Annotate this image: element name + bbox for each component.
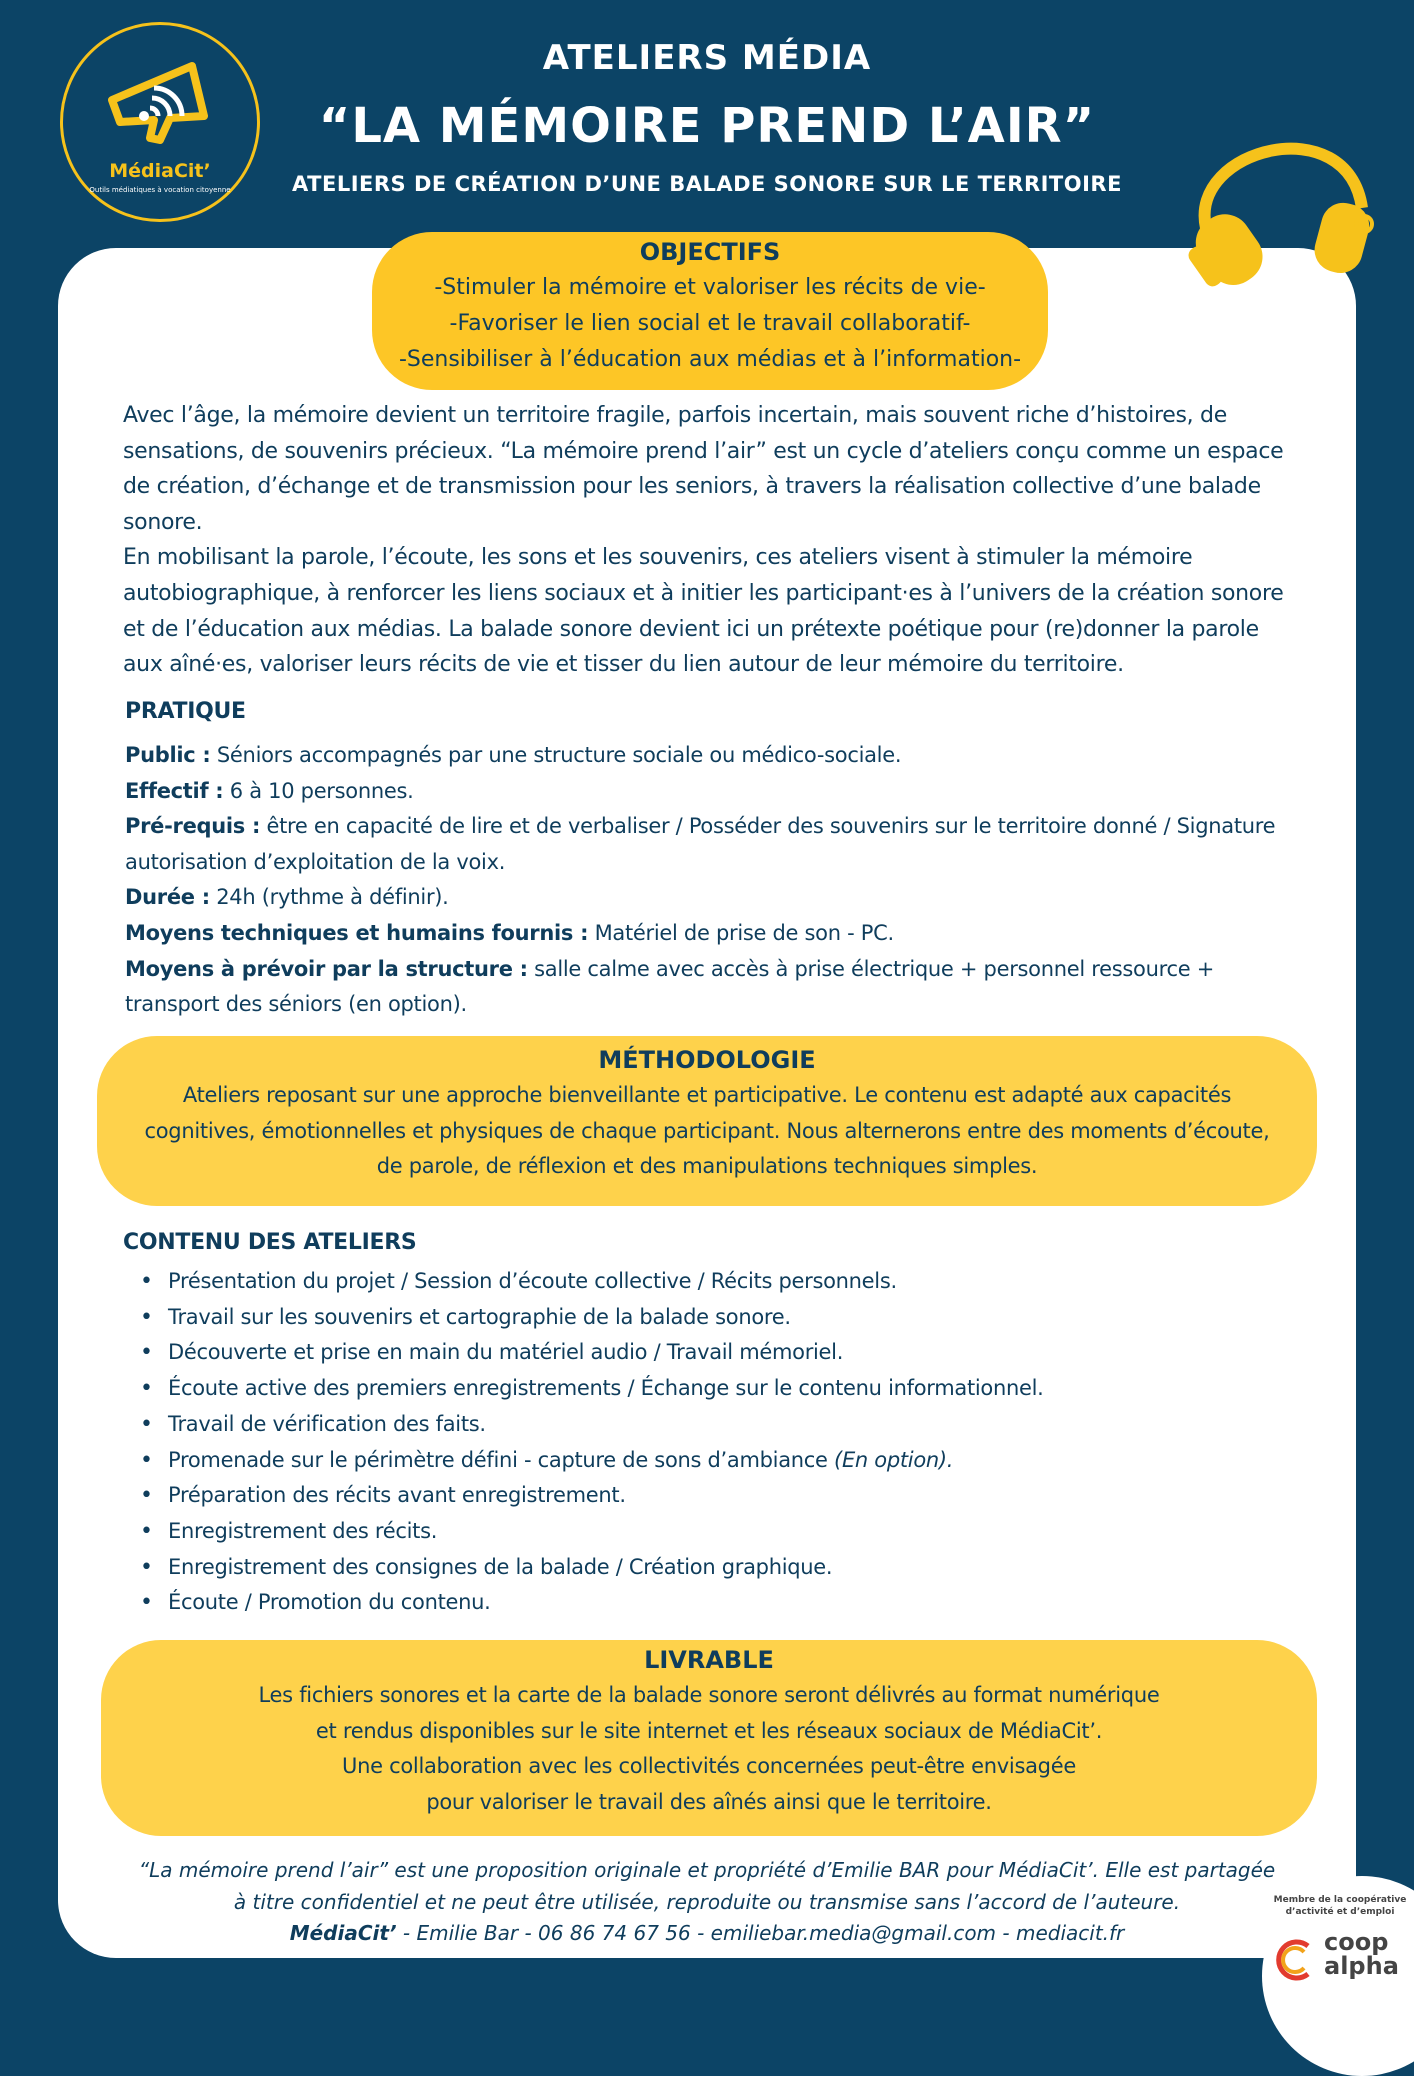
livrable-line: Les fichiers sonores et la carte de la balade sonore seront délivrés au format numérique [258,1683,1160,1707]
structure-value: salle calme avec accès à prise électrique + personnel ressource + transport des séniors (en option). [125,956,1215,1017]
duree-label: Durée : [125,885,210,910]
effectif-value: 6 à 10 personnes. [223,778,414,803]
methodologie-text: Ateliers reposant sur une approche bienveillante et participative. Le contenu est adapté aux capacités cognitives, émotionnelles et physiques de chaque participant. Nous alternerons entre des moments d’écoute, de parole, de réflexion et des manipulations techniques simples. [144,1083,1270,1179]
pratique-duree [125,880,1305,916]
pratique-effectif [125,774,1305,810]
livrable-section [101,1640,1317,1836]
intro-paragraph-2: En mobilisant la parole, l’écoute, les sons et les souvenirs, ces ateliers visent à stimuler la mémoire autobiographique, à renforcer les liens sociaux et à initier les participant·es à l’univers de la création sonore et de l’éducation aux médias. La balade sonore devient ici un prétexte poétique pour (re)donner la parole aux aîné·es, valoriser leurs récits de vie et tisser du lien autour de leur mémoire du territoire. [123,545,1284,678]
coop-name-line2: alpha [1324,1952,1399,1980]
public-value: Séniors accompagnés par une structure sociale ou médico-sociale. [210,743,902,767]
moyens-value: Matériel de prise de son - PC. [588,920,894,945]
duree-value: 24h (rythme à définir). [209,885,449,910]
footer-brand: MédiaCit’ [289,1921,397,1945]
moyens-label: Moyens techniques et humains fournis : [125,920,589,945]
pratique-public [125,738,1305,774]
public-label: Public : [125,743,211,767]
footer-contact-text: - Emilie Bar - 06 86 74 67 56 - emiliebar.media@gmail.com - mediacit.fr [396,1921,1125,1945]
header-subtitle: ATELIERS DE CRÉATION D’UNE BALADE SONORE SUR LE TERRITOIRE [292,172,1122,196]
methodologie-title: MÉTHODOLOGIE [598,1046,816,1074]
methodologie-section [97,1036,1317,1206]
pratique-prerequis [125,809,1305,880]
objectif-item: -Favoriser le lien social et le travail collaboratif- [449,311,971,336]
objectifs-section [372,232,1048,390]
pratique-section [125,738,1305,1023]
list-item: • Découverte et prise en main du matériel audio / Travail mémoriel. [140,1335,1044,1371]
objectif-item: -Stimuler la mémoire et valoriser les récits de vie- [434,275,986,300]
coop-member-text: Membre de la coopérative d’activité et d’emploi [1273,1895,1407,1917]
list-item: • Écoute active des premiers enregistrements / Échange sur le contenu informationnel. [140,1371,1044,1407]
footer [0,1855,1414,1950]
contenu-list [140,1264,1044,1621]
coop-name [1324,1930,1399,1978]
logo-name: MédiaCit’ [109,160,211,182]
objectif-item: -Sensibiliser à l’éducation aux médias et à l’information- [398,347,1022,372]
list-item [140,1443,1044,1479]
coop-name-line1: coop [1324,1928,1389,1956]
list-item: • Travail sur les souvenirs et cartographie de la balade sonore. [140,1300,1044,1336]
livrable-line: pour valoriser le travail des aînés ainsi que le territoire. [426,1789,992,1814]
livrable-line: Une collaboration avec les collectivités concernées peut-être envisagée [342,1754,1076,1779]
header-title-main: “LA MÉMOIRE PREND L’AIR” [318,98,1096,154]
footer-line-2: à titre confidentiel et ne peut être utilisée, reproduite ou transmise sans l’accord de l’auteure. [233,1889,1181,1914]
objectifs-title: OBJECTIFS [639,238,781,266]
option-note: (En option). [834,1447,954,1472]
list-item-text: Promenade sur le périmètre défini - capture de sons d’ambiance [168,1447,835,1472]
coop-alpha-logo-icon [1274,1936,1322,1984]
list-item: • Enregistrement des consignes de la balade / Création graphique. [140,1550,1044,1586]
list-item: • Travail de vérification des faits. [140,1407,1044,1443]
prerequis-label: Pré-requis : [125,814,261,839]
pratique-structure [125,952,1305,1023]
structure-label: Moyens à prévoir par la structure : [125,956,528,981]
livrable-line: et rendus disponibles sur le site internet et les réseaux sociaux de MédiaCit’. [315,1718,1103,1743]
list-item: • Préparation des récits avant enregistrement. [140,1478,1044,1514]
footer-contact [0,1918,1414,1950]
livrable-title: LIVRABLE [644,1646,774,1674]
contenu-title: CONTENU DES ATELIERS [123,1230,417,1255]
headphones-icon [1178,118,1378,298]
intro-text [123,398,1303,683]
intro-paragraph-1: Avec l’âge, la mémoire devient un territoire fragile, parfois incertain, mais souvent riche d’histoires, de sensations, de souvenirs précieux. “La mémoire prend l’air” est un cycle d’ateliers conçu comme un espace de création, d’échange et de transmission pour les seniors, à travers la réalisation collective d’une balade sonore. [123,403,1284,535]
list-item: • Enregistrement des récits. [140,1514,1044,1550]
effectif-label: Effectif : [125,778,224,803]
prerequis-value: être en capacité de lire et de verbaliser / Posséder des souvenirs sur le territoire donné / Signature autorisation d’exploitation de la voix. [125,814,1276,874]
pratique-title: PRATIQUE [125,699,246,724]
logo-tagline: Outils médiatiques à vocation citoyenne [89,186,231,194]
footer-line-1: “La mémoire prend l’air” est une proposition originale et propriété d’Emilie BAR pour MédiaCit’. Elle est partagée [138,1858,1276,1882]
list-item: • Présentation du projet / Session d’écoute collective / Récits personnels. [140,1264,1044,1300]
pratique-moyens [125,916,1305,952]
list-item: • Écoute / Promotion du contenu. [140,1585,1044,1621]
header-title-small: ATELIERS MÉDIA [542,38,872,78]
